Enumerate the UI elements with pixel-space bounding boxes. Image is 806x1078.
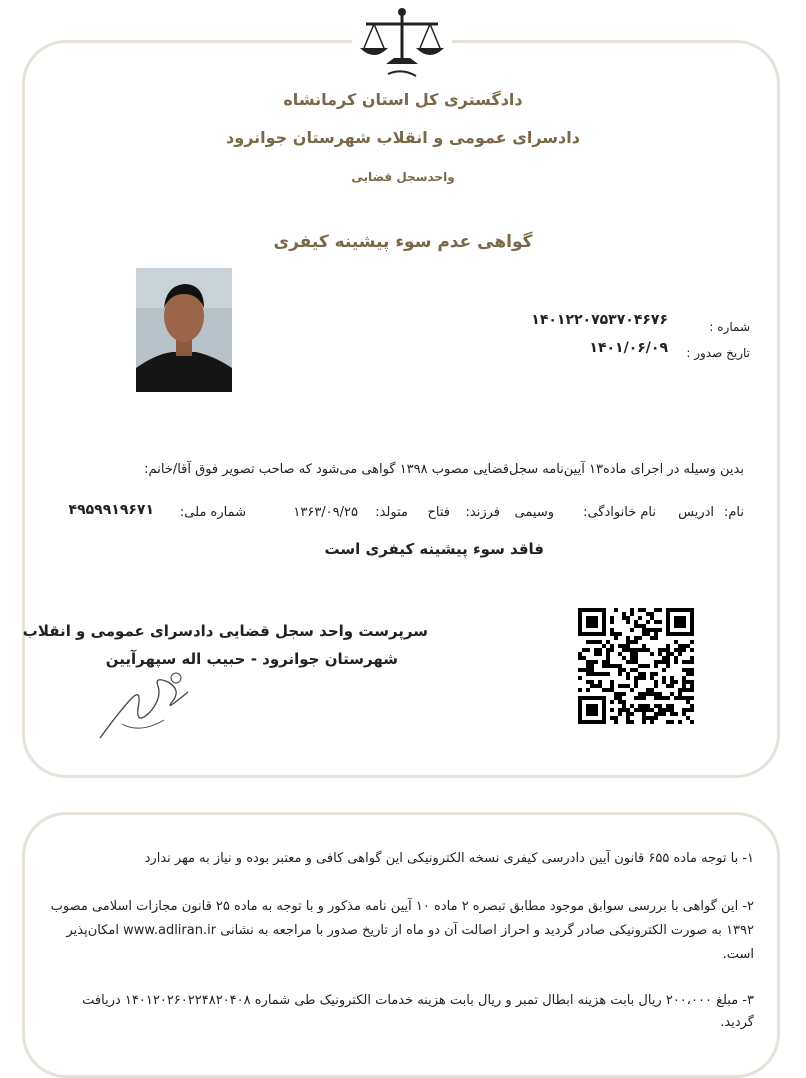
qr-code[interactable] — [578, 608, 694, 724]
verdict-text: فاقد سوء پیشینه کیفری است — [324, 540, 544, 558]
birth-value: ۱۳۶۳/۰۹/۲۵ — [293, 505, 358, 520]
handwritten-signature — [92, 668, 212, 744]
note-3-line-2: گردید. — [720, 1015, 754, 1030]
number-label: شماره : — [709, 320, 750, 334]
intro-text: بدین وسیله در اجرای ماده۱۳ آیین‌نامه سجل‌قضایی مصوب ۱۳۹۸ گواهی می‌شود که صاحب تصویر فوق آقا/خانم: — [144, 462, 744, 477]
holder-photo — [136, 268, 232, 392]
signature-line-1: سرپرست واحد سجل قضایی دادسرای عمومی و انقلاب — [22, 622, 428, 640]
birth-label: متولد: — [375, 505, 408, 520]
national-value: ۴۹۵۹۹۱۹۶۷۱ — [68, 502, 154, 518]
date-label: تاریخ صدور : — [686, 346, 750, 360]
note-3-line-1: ۳- مبلغ ۲۰۰،۰۰۰ ریال بابت هزینه ابطال تمبر و ریال بابت هزینه خدمات الکترونیک طی شماره ۱۴۰۱۲۰۲۶۰۲۲۴۸۲۰۴۰۸ دریافت — [82, 993, 754, 1008]
date-value: ۱۴۰۱/۰۶/۰۹ — [589, 340, 668, 356]
note-2-line-1: ۲- این گواهی با بررسی سوابق موجود مطابق تبصره ۲ ماده ۱۰ آیین نامه مذکور و با توجه به ماده ۲۵ قانون مجازات اسلامی مصوب — [50, 899, 754, 914]
father-value: فتاح — [427, 505, 450, 520]
first-name-value: ادریس — [678, 505, 714, 520]
court-general-title: دادگستری کل استان کرمانشاه — [283, 90, 523, 109]
note-2-line-3: است. — [722, 947, 754, 962]
first-name-label: نام: — [723, 505, 744, 520]
family-value: وسیمی — [514, 505, 554, 520]
number-value: ۱۴۰۱۲۲۰۷۵۳۷۰۴۶۷۶ — [531, 312, 668, 328]
family-label: نام خانوادگی: — [583, 505, 656, 520]
signature-line-2: شهرستان جوانرود - حبیب اله سپهرآیین — [105, 650, 398, 668]
certificate-title: گواهی عدم سوء پیشینه کیفری — [273, 232, 533, 252]
note-2-line-2: ۱۳۹۲ به صورت الکترونیکی صادر گردید و احراز اصالت آن دو ماه از تاریخ صدور با مراجعه به نشانی www.adliran.ir امکان‌پذیر — [66, 923, 754, 938]
father-label: فرزند: — [465, 505, 500, 520]
national-label: شماره ملی: — [179, 505, 246, 520]
prosecutor-office-title: دادسرای عمومی و انقلاب شهرستان جوانرود — [226, 128, 580, 147]
note-1: ۱- با توجه ماده ۶۵۵ قانون آیین دادرسی کیفری نسخه الکترونیکی این گواهی کافی و معتبر بوده و نیاز به مهر ندارد — [144, 851, 754, 866]
unit-title: واحدسجل قضایی — [351, 170, 455, 184]
scales-of-justice-icon — [352, 4, 452, 84]
